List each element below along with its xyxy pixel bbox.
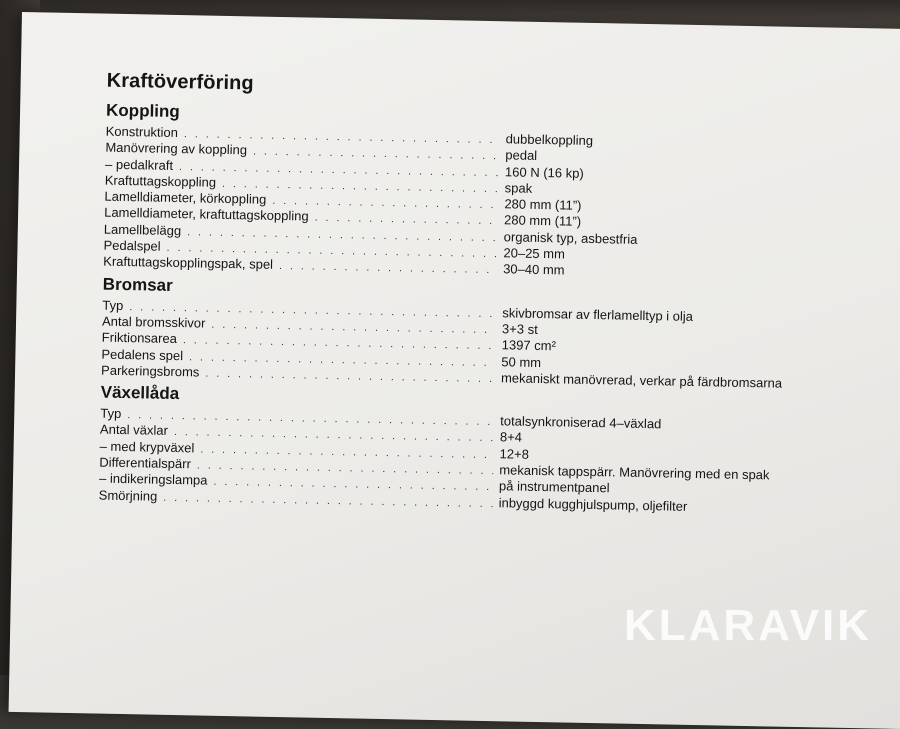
watermark-logo: KLARAVIK xyxy=(623,601,872,650)
spec-label: Konstruktion xyxy=(105,123,179,141)
spec-label: Lamelldiameter, körkoppling xyxy=(104,188,267,207)
spec-value: 8+4 xyxy=(499,429,523,446)
spec-label: Smörjning xyxy=(98,487,158,504)
section-bromsar xyxy=(101,274,803,392)
spec-value: pedal xyxy=(505,147,538,164)
spec-value: 3+3 st xyxy=(501,321,538,337)
spec-label: Lamellbelägg xyxy=(103,221,182,238)
spec-label: Differentialspärr xyxy=(99,454,192,472)
spec-label: Antal växlar xyxy=(99,422,169,439)
spec-value: dubbelkoppling xyxy=(505,131,594,148)
spec-label: Antal bromsskivor xyxy=(101,313,206,331)
spec-label: Friktionsarea xyxy=(101,329,178,347)
spec-label: Parkeringsbroms xyxy=(100,362,200,380)
spec-value: 280 mm (11”) xyxy=(503,212,582,230)
spec-value: 50 mm xyxy=(501,353,542,370)
section-koppling xyxy=(103,101,806,284)
spec-label: Lamelldiameter, kraftuttagskoppling xyxy=(104,205,309,225)
spec-value: på instrumentpanel xyxy=(498,478,610,496)
spec-value: 30–40 mm xyxy=(503,261,565,278)
spec-label: Typ xyxy=(100,405,122,422)
spec-label: Manövrering av koppling xyxy=(105,139,248,158)
spec-content xyxy=(99,70,807,521)
spec-label: Pedalens spel xyxy=(101,346,184,363)
spec-value: mekanisk tappspärr. Manövrering med en spak xyxy=(499,462,770,483)
spec-label: Kraftuttagskoppling xyxy=(104,172,217,190)
section-vaxellada xyxy=(99,383,801,517)
section-heading: Växellåda xyxy=(100,382,180,404)
spec-value: 12+8 xyxy=(499,446,530,462)
spec-value: mekaniskt manövrerad, verkar på färdbromsarna xyxy=(500,370,783,391)
spec-label: Kraftuttagskopplingspak, spel xyxy=(103,253,274,273)
dot-leader xyxy=(279,258,497,278)
section-heading: Koppling xyxy=(105,100,180,122)
spec-label: – med krypväxel xyxy=(99,438,195,456)
spec-label: – indikeringslampa xyxy=(98,470,208,488)
spec-value: 20–25 mm xyxy=(503,245,566,262)
spec-value: skivbromsar av flerlamelltyp i olja xyxy=(502,304,694,324)
spec-label: – pedalkraft xyxy=(104,156,174,173)
spec-value: 1397 cm² xyxy=(501,337,557,354)
spec-value: 280 mm (11”) xyxy=(504,196,582,213)
spec-label: Pedalspel xyxy=(103,237,161,254)
spec-value: totalsynkroniserad 4–växlad xyxy=(500,413,662,432)
spec-value: 160 N (16 kp) xyxy=(504,163,584,181)
page-title: Kraftöverföring xyxy=(106,69,254,95)
spec-label: Typ xyxy=(102,297,124,313)
spec-value: spak xyxy=(504,180,533,196)
spec-value: organisk typ, asbestfria xyxy=(503,229,638,247)
spec-value: inbyggd kugghjulspump, oljefilter xyxy=(498,494,688,514)
section-heading: Bromsar xyxy=(102,274,173,295)
